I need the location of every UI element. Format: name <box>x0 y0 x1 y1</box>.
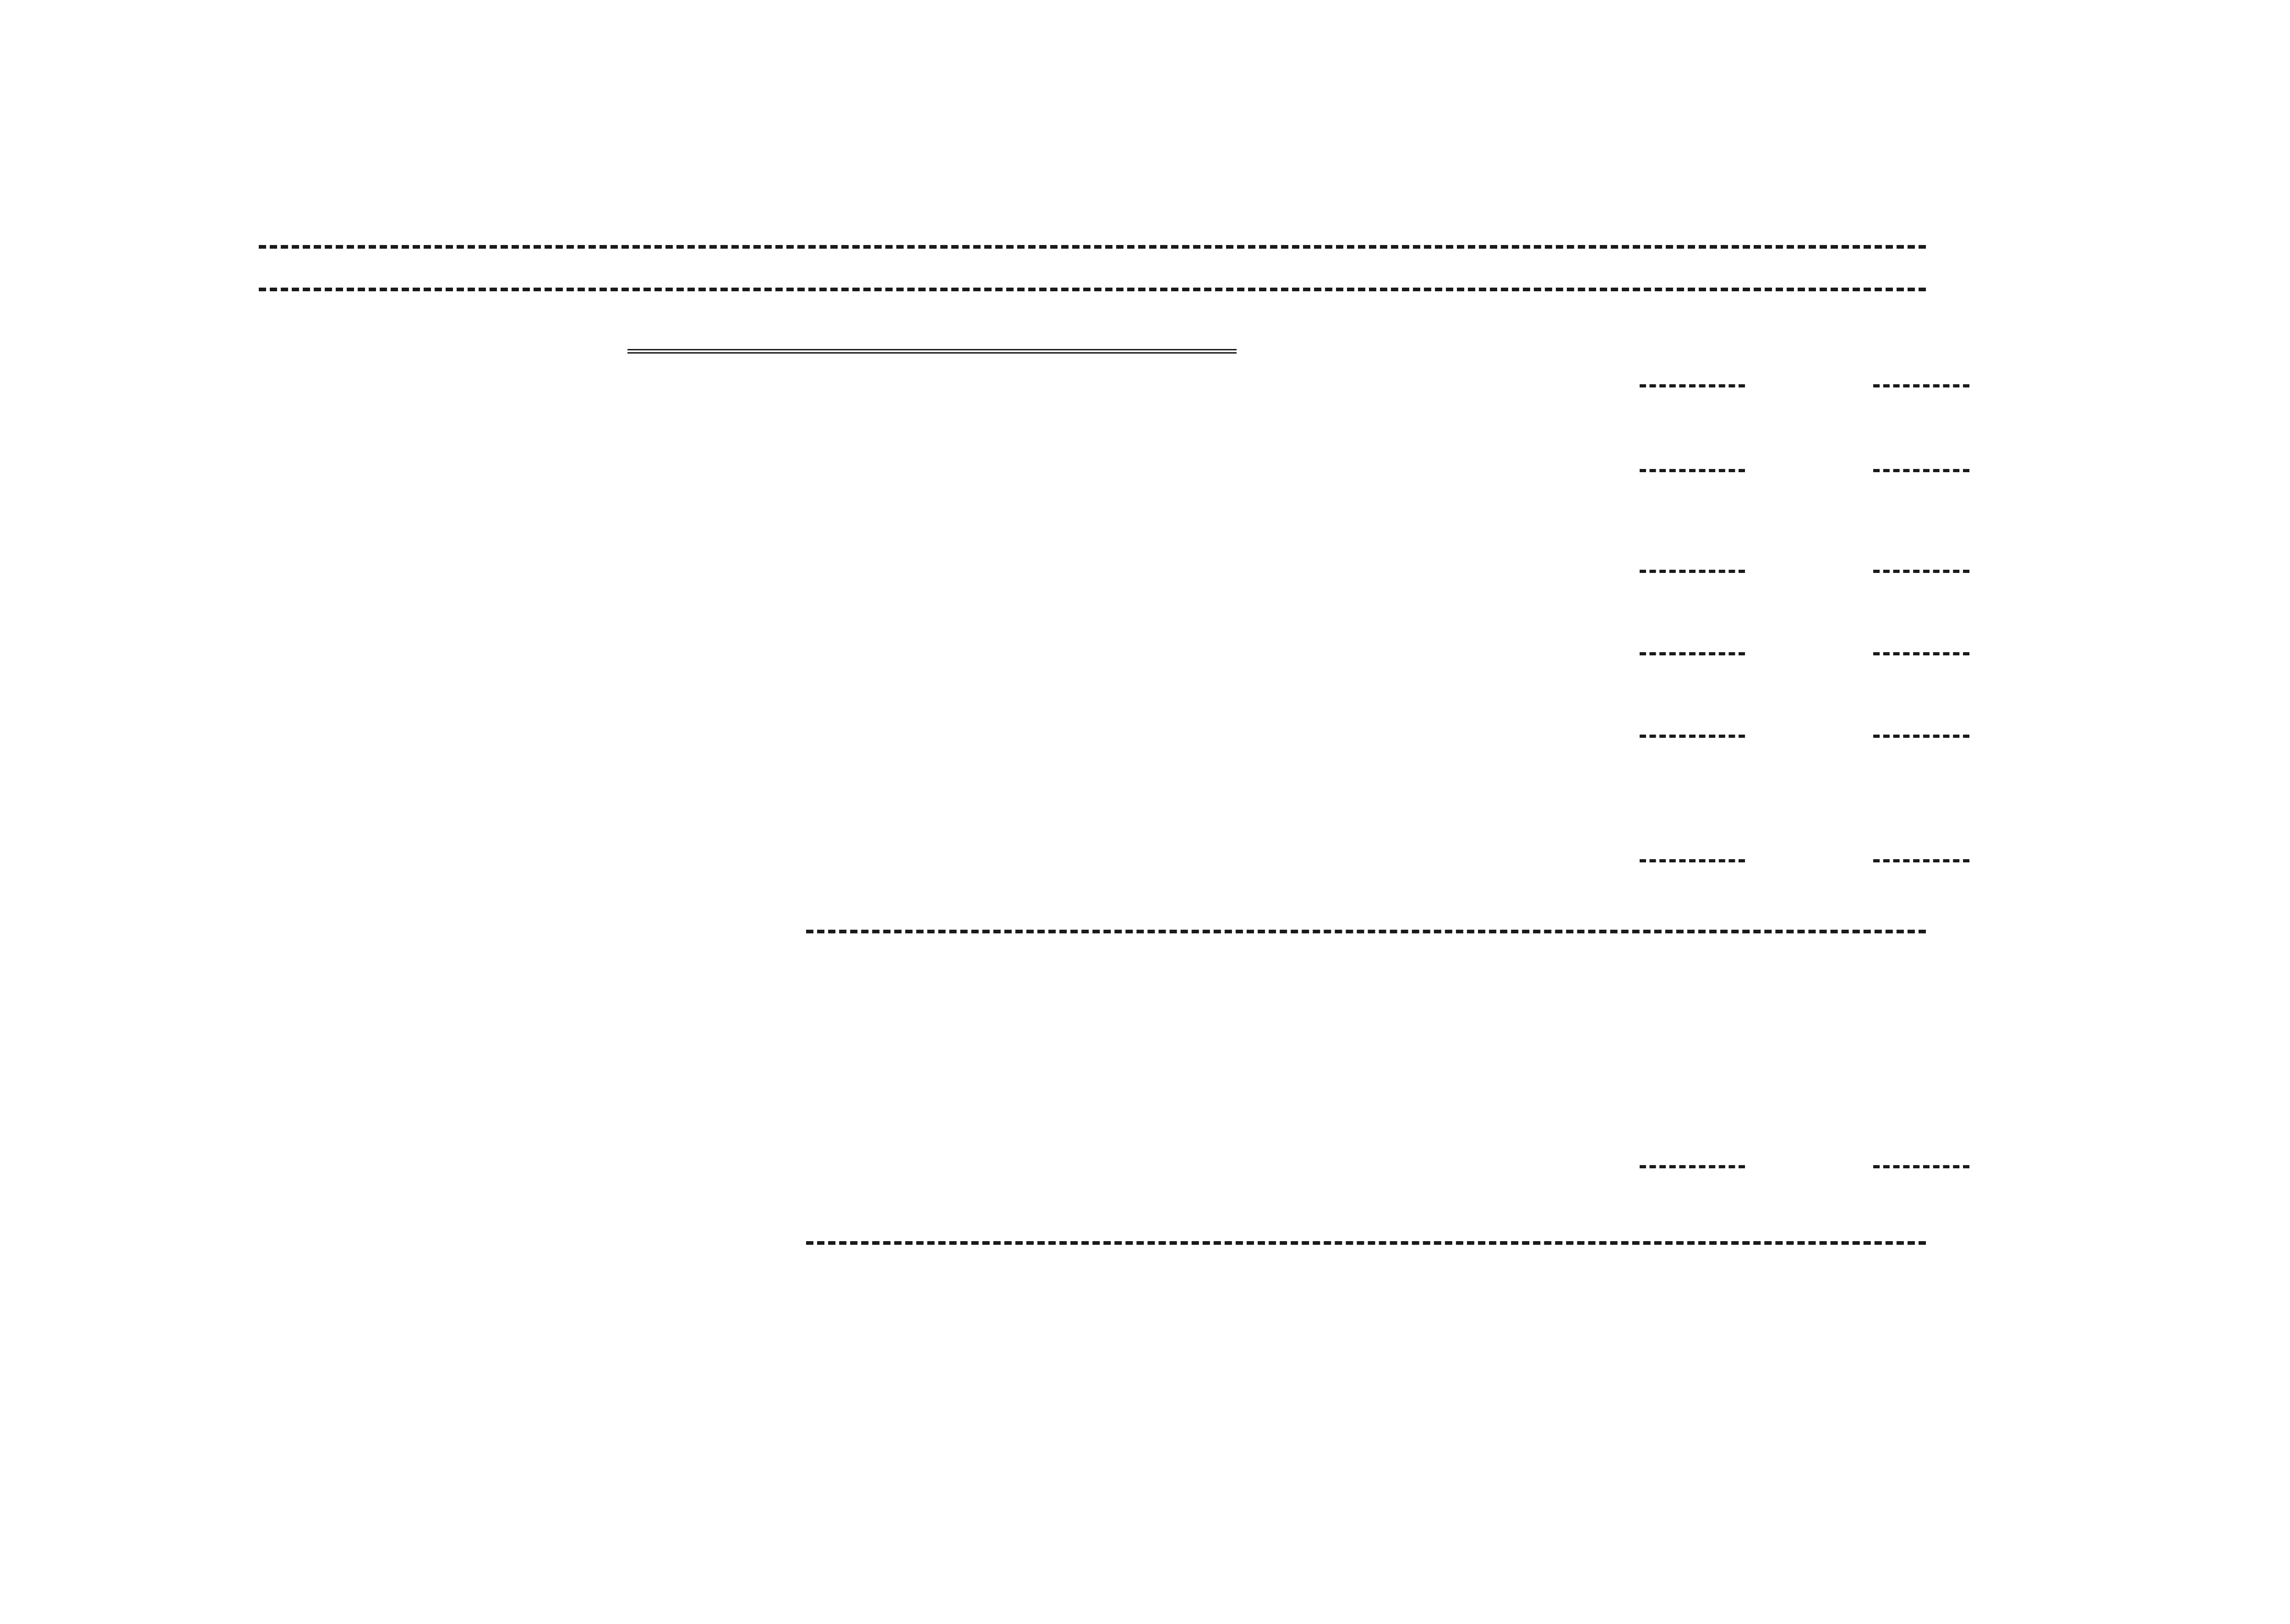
section-total-rule <box>806 930 1926 933</box>
column-number-row <box>0 256 2290 279</box>
section-total-col8 <box>1640 857 1745 862</box>
section-title-underline <box>627 349 1237 354</box>
estimate-total-col10 <box>1873 1163 1969 1168</box>
row-col8 <box>1640 568 1745 573</box>
row-col10 <box>1873 650 1969 655</box>
estimate-total-col8 <box>1640 1163 1745 1168</box>
estimate-total-rule <box>806 1241 1926 1245</box>
row-col10 <box>1873 382 1969 387</box>
row-col8 <box>1640 467 1745 472</box>
row-col8 <box>1640 733 1745 738</box>
row-col10 <box>1873 733 1969 738</box>
table-header-rule <box>259 288 1926 291</box>
row-col8 <box>1640 650 1745 655</box>
row-col10 <box>1873 467 1969 472</box>
row-col8 <box>1640 382 1745 387</box>
section-total-col10 <box>1873 857 1969 862</box>
row-col10 <box>1873 568 1969 573</box>
table-top-rule <box>259 245 1926 249</box>
